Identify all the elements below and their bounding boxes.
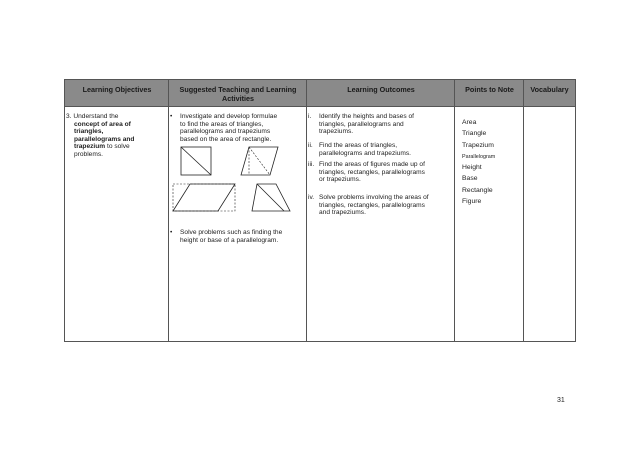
outcome-number: i.	[308, 113, 312, 120]
vocab-height: Height	[462, 164, 482, 171]
objective-bold-4: trapezium	[74, 143, 106, 151]
vocab-parallelogram: Parallelogram	[462, 154, 496, 160]
objective-lead: Understand the	[73, 113, 119, 120]
outcome-item	[308, 142, 454, 157]
outcome-item	[308, 113, 454, 136]
activity-line: Solve problems such as finding the	[180, 229, 283, 236]
outcome-number: iv.	[308, 194, 315, 201]
activity-item	[170, 113, 305, 143]
outcome-number: ii.	[308, 142, 313, 149]
objective-bold-2: triangles,	[74, 128, 104, 136]
objective-tail-inline: to solve	[107, 143, 130, 151]
outcome-line: triangles, parallelograms and	[319, 120, 404, 128]
header-learning-objectives: Learning Objectives	[82, 85, 152, 94]
header-learning-outcomes: Learning Outcomes	[347, 85, 415, 94]
vocab-trapezium: Trapezium	[462, 142, 494, 149]
outcome-line: parallelograms and trapeziums.	[319, 149, 411, 157]
outcome-line: Find the areas of triangles,	[319, 142, 398, 149]
outcome-number: iii.	[308, 161, 315, 168]
activity-line: Investigate and develop formulae	[180, 113, 278, 120]
outcome-item	[308, 194, 454, 217]
activity-item	[170, 229, 305, 244]
outcome-line: or trapeziums.	[319, 176, 361, 184]
objective-bold-1: concept of area of	[74, 120, 131, 128]
square-triangle-figure	[181, 147, 211, 175]
bullet-icon: •	[170, 113, 173, 120]
vocab-area: Area	[462, 119, 477, 126]
outcome-line: Find the areas of figures made up of	[319, 161, 425, 168]
parallelogram-height-figure	[241, 147, 278, 175]
trapezium-figure	[252, 184, 290, 211]
vocab-base: Base	[462, 175, 478, 182]
outcome-line: triangles, rectangles, parallelograms	[319, 201, 425, 209]
header-suggested-activities: Suggested Teaching and Learning Activities	[179, 85, 297, 103]
activity-line: based on the area of rectangle.	[180, 135, 272, 143]
column-vocabulary	[524, 80, 575, 341]
objective-number: 3.	[66, 113, 72, 120]
header-points-to-note: Points to Note	[465, 85, 514, 94]
parallelogram-rectangle-figure	[173, 184, 235, 211]
header-vocabulary: Vocabulary	[530, 85, 569, 94]
vocab-figure: Figure	[462, 198, 482, 205]
activity-line: parallelograms and trapeziums	[180, 128, 271, 136]
outcome-line: trapeziums.	[319, 128, 354, 136]
outcome-line: and trapeziums.	[319, 209, 366, 217]
vocab-triangle: Triangle	[462, 130, 487, 137]
outcome-line: Solve problems involving the areas of	[319, 194, 429, 201]
outcome-line: Identify the heights and bases of	[319, 113, 414, 120]
objective-text	[66, 113, 164, 159]
activity-line: to find the areas of triangles,	[180, 120, 264, 128]
shapes-diagram	[164, 144, 296, 214]
bullet-icon: •	[170, 229, 173, 236]
activity-line: height or base of a parallelogram.	[180, 236, 279, 244]
outcome-line: triangles, rectangles, parallelograms	[319, 168, 425, 176]
page-number: 31	[557, 397, 565, 404]
objective-bold-3: parallelograms and	[74, 135, 135, 143]
objective-tail-last: problems.	[74, 150, 103, 158]
vocab-rectangle: Rectangle	[462, 187, 493, 194]
outcome-item	[308, 161, 454, 184]
